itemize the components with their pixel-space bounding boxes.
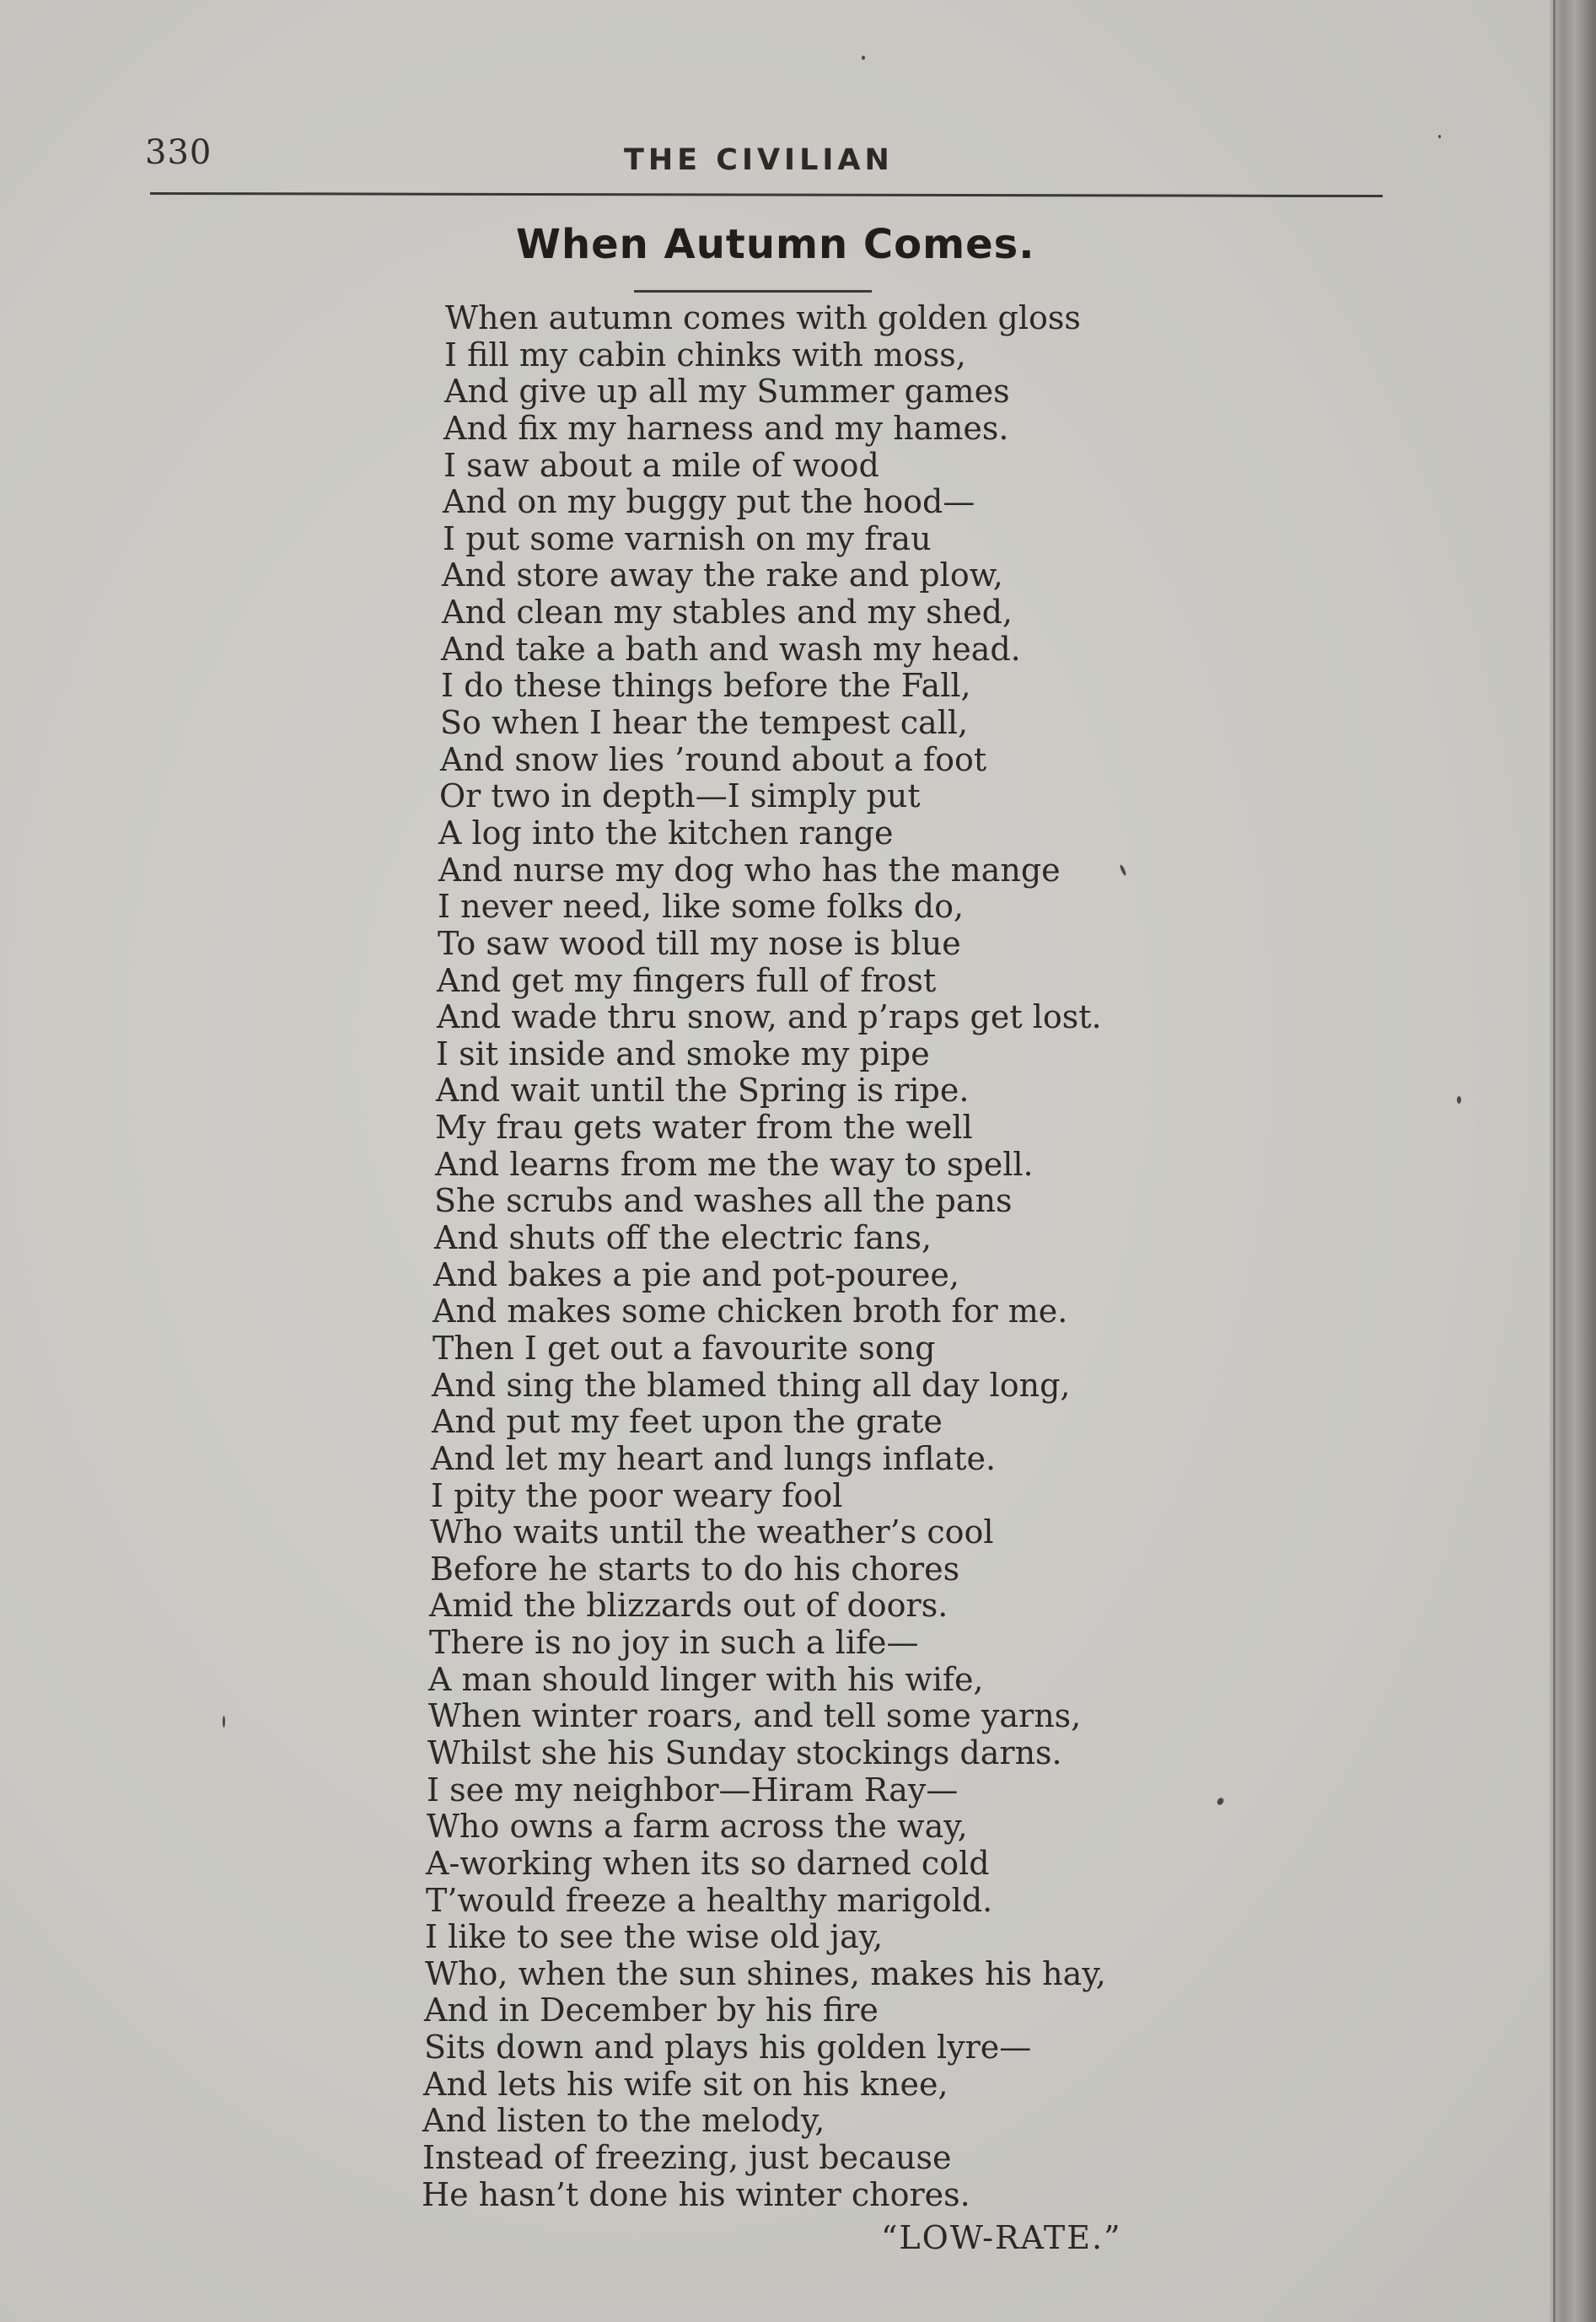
book-spine-shadow: [1550, 0, 1596, 2322]
paper-speck: [862, 56, 865, 60]
poem-line: Who, when the sun shines, makes his hay,: [425, 1954, 1106, 1992]
poem-line: There is no joy in such a life—: [429, 1624, 919, 1662]
poem-line: And sing the blamed thing all day long,: [432, 1366, 1071, 1404]
poem-line: And bakes a pie and pot-pouree,: [433, 1255, 959, 1293]
poem-line: And store away the rake and plow,: [442, 556, 1003, 594]
poem-line: And in December by his fire: [424, 1991, 879, 2029]
poem-line: I like to see the wise old jay,: [425, 1918, 884, 1956]
poem-line: And fix my harness and my hames.: [443, 409, 1009, 447]
poem-line: Instead of freezing, just because: [422, 2139, 952, 2177]
poem-line: I pity the poor weary fool: [431, 1476, 843, 1514]
poem-line: Or two in depth—I simply put: [439, 777, 921, 815]
poem-line: A-working when its so darned cold: [426, 1844, 990, 1882]
paper-speck: [1438, 135, 1441, 138]
poem-line: Then I get out a favourite song: [433, 1329, 936, 1367]
poem-line: And nurse my dog who has the mange: [438, 851, 1061, 889]
poem-line: T’would freeze a healthy marigold.: [426, 1881, 993, 1919]
poem-line: I saw about a mile of wood: [443, 446, 879, 484]
poem-line: Sits down and plays his golden lyre—: [424, 2029, 1032, 2067]
poem-line: So when I hear the tempest call,: [440, 704, 969, 742]
poem-line: My frau gets water from the well: [435, 1109, 973, 1147]
poem-line: And shuts off the electric fans,: [434, 1219, 932, 1257]
poem-line: And snow lies ’round about a foot: [440, 740, 987, 778]
title-underline: [634, 290, 872, 293]
poem-line: And take a bath and wash my head.: [441, 630, 1021, 668]
poem-line: Amid the blizzards out of doors.: [429, 1587, 948, 1625]
poem-line: When winter roars, and tell some yarns,: [428, 1697, 1082, 1735]
poem-line: And wade thru snow, and p’raps get lost.: [437, 998, 1102, 1036]
header-rule: [150, 192, 1383, 197]
poem-line: I do these things before the Fall,: [441, 667, 971, 705]
poem-line: A log into the kitchen range: [438, 814, 894, 852]
author-signature: “LOW-RATE.”: [881, 2219, 1122, 2256]
poem-line: I fill my cabin chinks with moss,: [444, 336, 966, 374]
poem-title: When Autumn Comes.: [516, 221, 1035, 268]
paper-speck: [1457, 1096, 1461, 1104]
poem-line: I put some varnish on my frau: [443, 519, 932, 557]
page-edge-line: [1553, 0, 1556, 2322]
poem-line: I sit inside and smoke my pipe: [436, 1035, 930, 1072]
poem-body: [410, 300, 1253, 2213]
poem-line: To saw wood till my nose is blue: [438, 924, 961, 962]
poem-line: And on my buggy put the hood—: [443, 483, 975, 521]
poem-line: And wait until the Spring is ripe.: [436, 1072, 970, 1110]
poem-line: She scrubs and washes all the pans: [434, 1182, 1013, 1220]
poem-line: I never need, like some folks do,: [438, 888, 965, 926]
poem-line: And lets his wife sit on his knee,: [423, 2065, 948, 2103]
poem-line: Who owns a farm across the way,: [427, 1808, 968, 1846]
poem-line: And learns from me the way to spell.: [435, 1145, 1034, 1183]
poem-line: And clean my stables and my shed,: [442, 594, 1013, 632]
poem-line: And let my heart and lungs inflate.: [431, 1439, 997, 1477]
poem-line: I see my neighbor—Hiram Ray—: [427, 1771, 959, 1809]
paper-speck: [223, 1716, 225, 1728]
poem-line: Whilst she his Sunday stockings darns.: [427, 1733, 1062, 1771]
poem-line: And give up all my Summer games: [444, 373, 1010, 411]
poem-line: He hasn’t done his winter chores.: [422, 2175, 970, 2213]
poem-line: Who waits until the weather’s cool: [430, 1513, 994, 1551]
poem-line: A man should linger with his wife,: [428, 1660, 984, 1698]
page-number: 330: [145, 133, 212, 172]
running-title: THE CIVILIAN: [624, 143, 894, 177]
poem-line: When autumn comes with golden gloss: [445, 299, 1081, 336]
poem-line: And makes some chicken broth for me.: [433, 1293, 1068, 1330]
poem-line: And listen to the melody,: [422, 2102, 825, 2140]
poem-line: Before he starts to do his chores: [430, 1550, 960, 1588]
poem-line: And get my fingers full of frost: [437, 961, 937, 999]
poem-line: And put my feet upon the grate: [432, 1403, 943, 1441]
